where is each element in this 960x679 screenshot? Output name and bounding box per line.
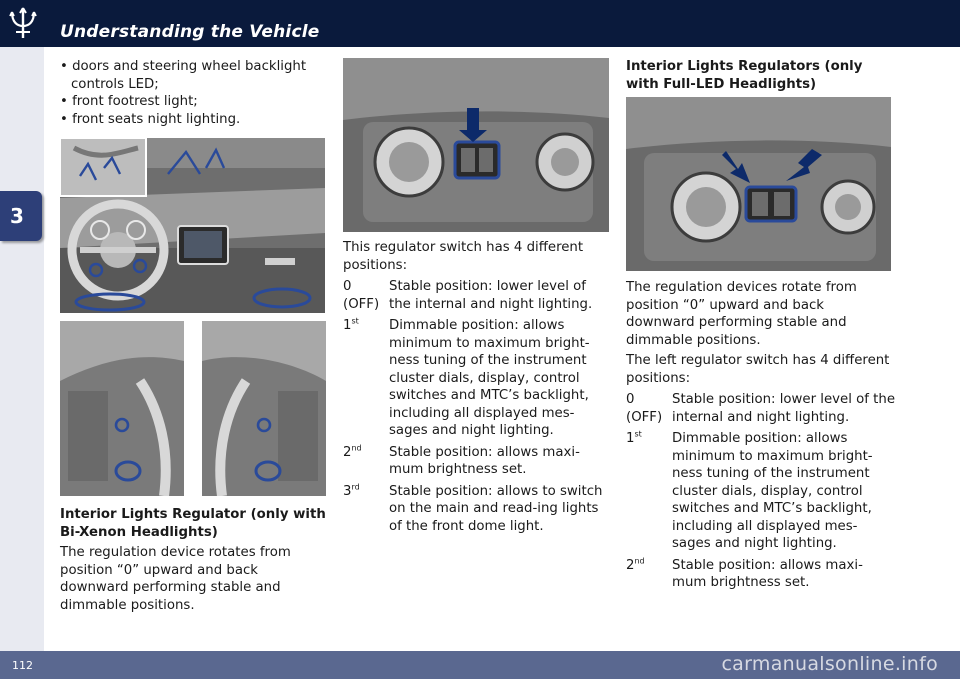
page-header	[0, 0, 960, 47]
position-row	[343, 444, 609, 479]
section-heading: Interior Lights Regulator (only with Bi-Xenon Headlights)	[60, 507, 326, 540]
position-key: 0 (OFF)	[343, 279, 380, 312]
side-margin	[0, 47, 44, 651]
position-description: Stable position: allows maxi-mum brightness set.	[672, 557, 863, 590]
door-illustrations	[60, 321, 330, 496]
list-item: • doors and steering wheel backlight controls LED;	[60, 59, 307, 92]
trident-logo-icon	[8, 6, 38, 40]
position-key: 1st	[343, 316, 359, 333]
section-heading: Interior Lights Regulators (only with Full-LED Headlights)	[626, 59, 863, 92]
position-row	[343, 317, 609, 440]
regulator-illustration	[343, 58, 609, 232]
position-description: Stable position: lower level of the internal and night lighting.	[672, 392, 896, 425]
position-row	[343, 483, 609, 536]
position-row	[626, 391, 896, 426]
paragraph: This regulator switch has 4 different positions:	[343, 240, 584, 273]
left-door-illustration	[60, 321, 184, 496]
column-3	[626, 58, 896, 592]
section-title: Understanding the Vehicle	[60, 22, 320, 42]
position-description: Stable position: lower level of the internal and night lighting.	[389, 279, 593, 312]
position-row	[343, 278, 609, 313]
position-key: 0 (OFF)	[626, 392, 663, 425]
list-item: • front footrest light;	[60, 94, 198, 109]
chapter-tab[interactable]	[0, 191, 42, 241]
watermark-text: carmanualsonline.info	[721, 653, 938, 675]
position-row	[626, 557, 896, 592]
position-description: Stable position: allows maxi-mum brightness set.	[389, 444, 580, 477]
position-row	[626, 430, 896, 553]
position-description: Dimmable position: allows minimum to maximum bright-ness tuning of the instrument cluster dials, display, control switches and MTC’s backlight, including all displayed mes-sages and night lighting.	[389, 318, 590, 438]
paragraph: The regulation device rotates from position “0” upward and back downward performing stable and dimmable positions.	[60, 545, 291, 613]
bullet-list	[60, 58, 330, 128]
paragraph: The left regulator switch has 4 different positions:	[626, 353, 890, 386]
column-1	[60, 58, 330, 614]
position-key: 2nd	[626, 556, 645, 573]
dashboard-illustration	[60, 138, 325, 313]
position-key: 2nd	[343, 443, 362, 460]
column-2	[343, 58, 609, 535]
right-door-illustration	[202, 321, 326, 496]
position-key: 1st	[626, 429, 642, 446]
chapter-number: 3	[10, 204, 24, 228]
paragraph: The regulation devices rotate from position “0” upward and back downward performing stable and dimmable positions.	[626, 280, 857, 348]
position-description: Stable position: allows to switch on the main and read-ing lights of the front dome light.	[389, 483, 603, 534]
list-item: • front seats night lighting.	[60, 111, 241, 127]
position-key: 3rd	[343, 482, 360, 499]
position-description: Dimmable position: allows minimum to maximum bright-ness tuning of the instrument cluster dials, display, control switches and MTC’s backlight, including all displayed mes-sages and night lighting.	[672, 431, 873, 551]
page-footer	[0, 651, 960, 679]
dual-regulator-illustration	[626, 97, 891, 271]
page-number: 112	[12, 659, 33, 672]
